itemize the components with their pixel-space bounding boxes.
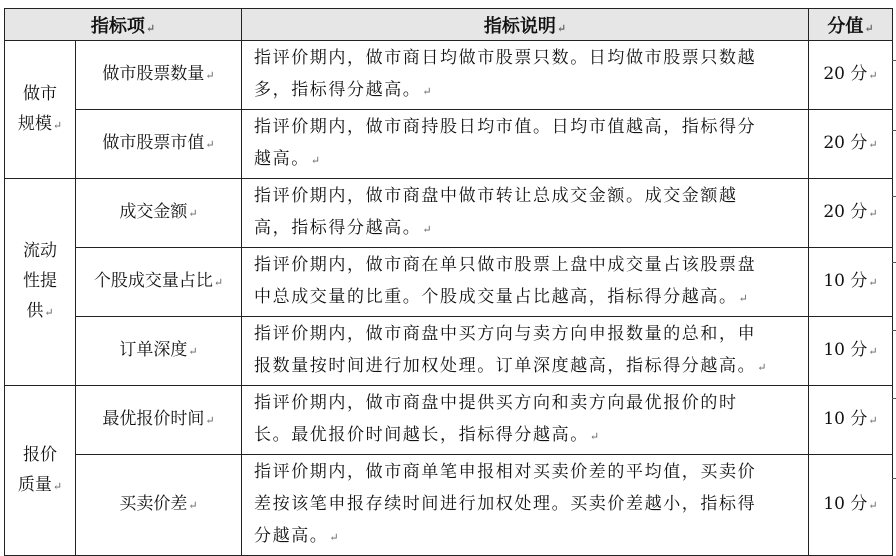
category-cell: 做市 规模↵ <box>5 41 76 179</box>
indicator-cell: 做市股票市值↵ <box>76 110 242 179</box>
header-row <box>5 9 893 41</box>
margin-tick <box>892 398 896 399</box>
description-cell: 指评价期内，做市商在单只做市股票上盘中成交量占该股票盘 中总成交量的比重。个股成交量占比越高，指标得分越高。↵ <box>242 248 809 317</box>
description-cell: 指评价期内，做市商盘中买方向与卖方向申报数量的总和，申 报数量按时间进行加权处理。订单深度越高，指标得分越高。↵ <box>242 317 809 386</box>
score-cell: 10 分↵ <box>809 386 893 455</box>
indicator-cell: 订单深度↵ <box>76 317 242 386</box>
header-score: 分值↵ <box>809 9 893 41</box>
score-cell: 20 分↵ <box>809 110 893 179</box>
score-cell: 20 分↵ <box>809 179 893 248</box>
header-description: 指标说明↵ <box>242 9 809 41</box>
header-indicator: 指标项↵ <box>5 9 242 41</box>
table-row <box>5 248 893 317</box>
score-cell: 20 分↵ <box>809 41 893 110</box>
table-row <box>5 317 893 386</box>
indicator-cell: 最优报价时间↵ <box>76 386 242 455</box>
margin-tick <box>892 60 896 61</box>
score-cell: 10 分↵ <box>809 248 893 317</box>
margin-tick <box>892 330 896 331</box>
indicator-cell: 买卖价差↵ <box>76 455 242 556</box>
indicator-cell: 做市股票数量↵ <box>76 41 242 110</box>
description-cell: 指评价期内，做市商单笔申报相对买卖价差的平均值，买卖价 差按该笔申报存续时间进行加权处理。买卖价差越小，指标得 分越高。↵ <box>242 455 809 556</box>
table-row <box>5 179 893 248</box>
description-cell: 指评价期内，做市商持股日均市值。日均市值越高，指标得分 越高。↵ <box>242 110 809 179</box>
table-row <box>5 386 893 455</box>
margin-tick <box>892 130 896 131</box>
margin-tick <box>892 262 896 263</box>
indicator-cell: 成交金额↵ <box>76 179 242 248</box>
description-cell: 指评价期内，做市商盘中提供买方向和卖方向最优报价的时 长。最优报价时间越长，指标得分越高。↵ <box>242 386 809 455</box>
table-row <box>5 41 893 110</box>
description-cell: 指评价期内，做市商盘中做市转让总成交金额。成交金额越 高，指标得分越高。↵ <box>242 179 809 248</box>
category-cell: 报价 质量↵ <box>5 386 76 556</box>
indicator-cell: 个股成交量占比↵ <box>76 248 242 317</box>
evaluation-table <box>4 8 893 556</box>
score-cell: 10 分↵ <box>809 317 893 386</box>
margin-tick <box>892 196 896 197</box>
margin-tick <box>892 478 896 479</box>
score-cell: 10 分↵ <box>809 455 893 556</box>
category-cell: 流动 性提 供↵ <box>5 179 76 386</box>
description-cell: 指评价期内，做市商日均做市股票只数。日均做市股票只数越 多，指标得分越高。↵ <box>242 41 809 110</box>
table-row <box>5 110 893 179</box>
table-row <box>5 455 893 556</box>
